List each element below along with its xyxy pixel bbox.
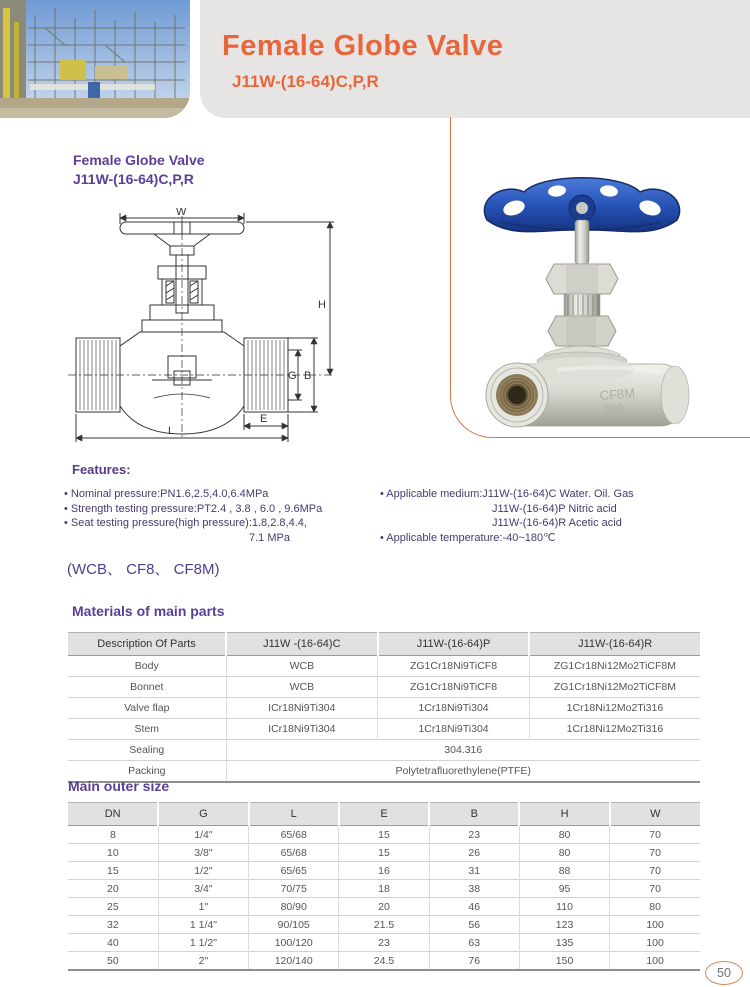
table-cell: 23 [429, 826, 519, 844]
table-cell: 40 [68, 934, 158, 952]
table-cell: 1Cr18Ni9Ti304 [378, 698, 530, 719]
table-cell: ZG1Cr18Ni9TiCF8 [378, 677, 530, 698]
column-header: G [158, 803, 248, 826]
table-cell: WCB [226, 656, 378, 677]
table-cell: 20 [339, 898, 429, 916]
feature-item: J11W-(16-64)P Nitric acid [492, 502, 617, 515]
materials-table-head [68, 633, 700, 656]
table-cell: 32 [68, 916, 158, 934]
header-banner [200, 0, 750, 118]
table-cell: 2" [158, 952, 248, 971]
table-cell: 70 [610, 862, 700, 880]
page-subtitle: J11W-(16-64)C,P,R [232, 72, 379, 91]
table-cell: Sealing [68, 740, 226, 761]
table-row [68, 698, 700, 719]
table-cell: 1/4" [158, 826, 248, 844]
table-cell: Bonnet [68, 677, 226, 698]
table-cell: Body [134, 660, 159, 672]
column-header: J11W-(16-64)R [529, 633, 700, 656]
table-row [68, 656, 700, 677]
table-cell: 1Cr18Ni12Mo2Ti316 [529, 698, 700, 719]
technical-drawing [62, 208, 372, 458]
table-cell: 1Cr18Ni9Ti304 [378, 719, 530, 740]
materials-table-body [68, 656, 700, 783]
table-cell: ZG1Cr18Ni12Mo2TiCF8M [529, 656, 700, 677]
table-cell: 21.5 [339, 916, 429, 934]
column-header: H [519, 803, 609, 826]
header-row [68, 803, 700, 826]
table-row [68, 898, 700, 916]
table-cell: ZG1Cr18Ni9TiCF8 [378, 656, 530, 677]
feature-item: • Applicable medium:J11W-(16-64)C Water. Oil. Gas [380, 488, 634, 500]
table-cell: 123 [519, 916, 609, 934]
feature-item: • Nominal pressure:PN1.6,2.5,4.0,6.4MPa [64, 488, 269, 500]
svg-text:G: G [288, 370, 297, 382]
table-cell: ICr18Ni9Ti304 [226, 698, 378, 719]
plant-photo-image [0, 0, 190, 118]
valve-stem [546, 220, 618, 346]
table-cell: 15 [339, 844, 429, 862]
page-number-badge: 50 [705, 961, 743, 985]
feature-item: • Applicable temperature:-40~180℃ [380, 531, 556, 544]
table-cell: 76 [429, 952, 519, 971]
table-cell: 65/65 [249, 862, 339, 880]
table-cell: 100 [610, 916, 700, 934]
table-cell: 26 [429, 844, 519, 862]
table-cell: 304.316 [226, 740, 700, 761]
table-row [68, 677, 700, 698]
table-cell: 80 [519, 844, 609, 862]
table-cell: 31 [429, 862, 519, 880]
feature-item: J11W-(16-64)R Acetic acid [492, 517, 622, 529]
svg-text:L: L [168, 425, 175, 437]
table-cell: 1 1/2" [158, 934, 248, 952]
table-cell: Stem [68, 719, 226, 740]
svg-text:H: H [318, 299, 326, 311]
size-table-head [68, 803, 700, 826]
table-cell: 56 [429, 916, 519, 934]
table-cell: 16 [339, 862, 429, 880]
body-marking-1: CF8M [599, 385, 636, 403]
svg-text:W: W [176, 208, 187, 218]
dim-E [244, 413, 288, 430]
table-cell: 80/90 [249, 898, 339, 916]
column-header: DN [68, 803, 158, 826]
table-cell: 88 [519, 862, 609, 880]
table-cell: 20 [68, 880, 158, 898]
materials-heading: Materials of main parts [72, 603, 225, 619]
table-cell: 50 [68, 952, 158, 971]
table-cell: 1" [158, 898, 248, 916]
table-cell: 3/8" [158, 844, 248, 862]
svg-text:B: B [304, 370, 312, 382]
table-cell: 135 [519, 934, 609, 952]
table-cell: 1/2" [158, 862, 248, 880]
table-cell: 63 [429, 934, 519, 952]
table-cell: 80 [610, 898, 700, 916]
svg-text:E: E [260, 413, 268, 425]
plant-photo [0, 0, 190, 118]
table-cell: 100/120 [249, 934, 339, 952]
table-cell: Polytetrafluorethylene(PTFE) [226, 761, 700, 783]
header-row [68, 633, 700, 656]
table-cell: 3/4" [158, 880, 248, 898]
features-list-right [380, 487, 710, 545]
table-cell: ZG1Cr18Ni12Mo2TiCF8M [529, 677, 700, 698]
table-cell: 100 [610, 934, 700, 952]
table-row [68, 862, 700, 880]
table-cell: 70 [610, 826, 700, 844]
column-header: J11W -(16-64)C [226, 633, 378, 656]
body-marking-2: 200 [603, 401, 625, 417]
table-cell: 25 [68, 898, 158, 916]
table-cell: 38 [429, 880, 519, 898]
table-row [68, 740, 700, 761]
table-cell: 15 [68, 862, 158, 880]
table-cell: 15 [339, 826, 429, 844]
table-cell: ICr18Ni9Ti304 [226, 719, 378, 740]
features-heading: Features: [72, 462, 131, 477]
table-cell: Packing [68, 761, 226, 783]
table-cell: 90/105 [249, 916, 339, 934]
column-header: E [339, 803, 429, 826]
table-row [68, 844, 700, 862]
table-row [68, 934, 700, 952]
table-cell: 46 [429, 898, 519, 916]
product-model: J11W-(16-64)C,P,R [73, 171, 194, 187]
table-cell: 95 [519, 880, 609, 898]
table-cell: 100 [610, 952, 700, 971]
feature-item: 7.1 MPa [249, 531, 290, 544]
table-cell: Valve flap [68, 698, 226, 719]
size-table-body [68, 826, 700, 971]
dim-H [246, 222, 334, 375]
feature-item: • Strength testing pressure:PT2.4 , 3.8 , 6.0 , 9.6MPa [64, 502, 323, 515]
size-table [68, 802, 700, 971]
product-title [73, 151, 205, 189]
table-cell: WCB [226, 677, 378, 698]
materials-note: (WCB、 CF8、 CF8M) [67, 561, 220, 578]
table-cell: 18 [339, 880, 429, 898]
table-cell: 1 1/4" [158, 916, 248, 934]
table-row [68, 826, 700, 844]
column-header: B [429, 803, 519, 826]
product-name: Female Globe Valve [73, 152, 205, 168]
table-cell: 120/140 [249, 952, 339, 971]
table-row [68, 952, 700, 971]
table-cell: 70/75 [249, 880, 339, 898]
table-cell: 23 [339, 934, 429, 952]
table-cell: 80 [519, 826, 609, 844]
column-header: L [249, 803, 339, 826]
table-row [68, 880, 700, 898]
table-row [68, 916, 700, 934]
feature-item: • Seat testing pressure(high pressure):1.8,2.8,4.4, [64, 517, 307, 529]
table-cell: 10 [68, 844, 158, 862]
features-list-left [64, 487, 384, 545]
table-cell: 24.5 [339, 952, 429, 971]
table-cell: 8 [109, 828, 116, 841]
table-cell: 110 [519, 898, 609, 916]
materials-table [68, 632, 700, 783]
column-header: J11W-(16-64)P [378, 633, 530, 656]
column-header: W [610, 803, 700, 826]
table-cell: 65/68 [249, 826, 339, 844]
column-header: Description Of Parts [68, 633, 226, 656]
size-heading: Main outer size [68, 778, 170, 794]
table-cell: 70 [610, 844, 700, 862]
table-cell: 70 [610, 880, 700, 898]
table-cell: 1Cr18Ni12Mo2Ti316 [529, 719, 700, 740]
valve-body [486, 346, 689, 427]
table-row [68, 719, 700, 740]
table-cell: 150 [519, 952, 609, 971]
product-photo [462, 158, 712, 443]
table-cell: 65/68 [249, 844, 339, 862]
page-title: Female Globe Valve [222, 30, 504, 62]
